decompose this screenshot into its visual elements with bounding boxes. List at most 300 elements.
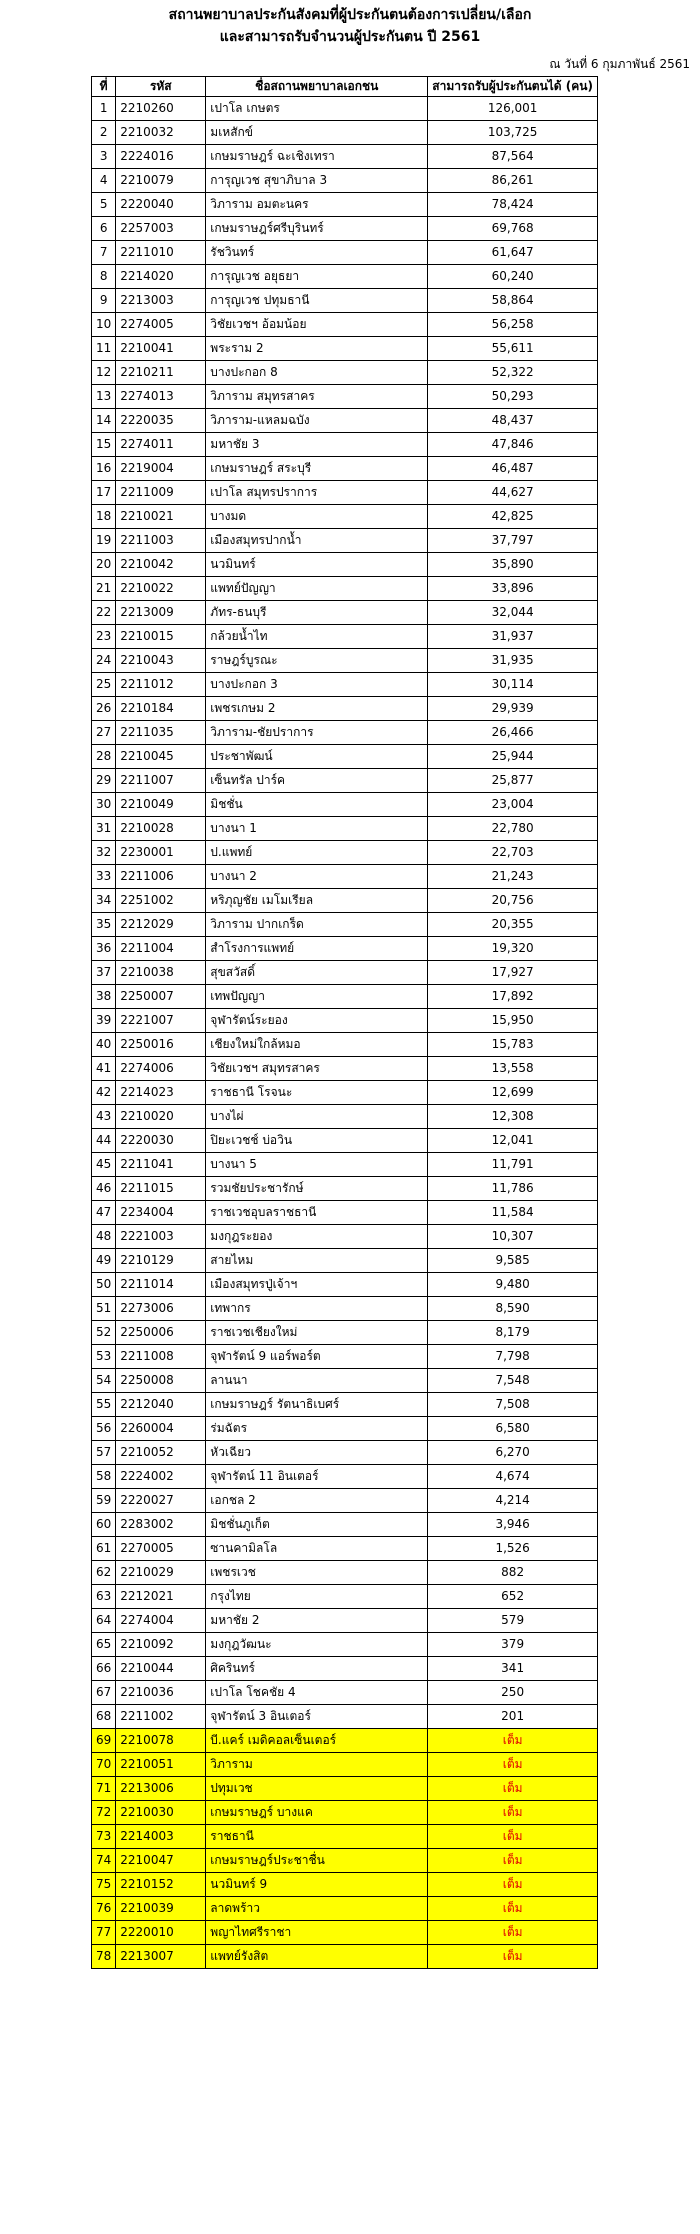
cell-code: 2224016	[116, 145, 206, 169]
cell-capacity: เต็ม	[428, 1753, 598, 1777]
cell-capacity: 250	[428, 1681, 598, 1705]
cell-capacity: 4,214	[428, 1489, 598, 1513]
cell-no: 75	[92, 1873, 116, 1897]
table-row	[92, 1801, 598, 1825]
cell-name: กล้วยน้ำไท	[206, 625, 428, 649]
cell-capacity: 21,243	[428, 865, 598, 889]
cell-code: 2274013	[116, 385, 206, 409]
cell-no: 73	[92, 1825, 116, 1849]
cell-no: 11	[92, 337, 116, 361]
cell-capacity: 33,896	[428, 577, 598, 601]
cell-name: มหาชัย 2	[206, 1609, 428, 1633]
cell-capacity: 126,001	[428, 97, 598, 121]
cell-code: 2210036	[116, 1681, 206, 1705]
cell-code: 2257003	[116, 217, 206, 241]
cell-code: 2251002	[116, 889, 206, 913]
cell-capacity: 17,927	[428, 961, 598, 985]
cell-capacity: 29,939	[428, 697, 598, 721]
cell-no: 42	[92, 1081, 116, 1105]
header-name: ชื่อสถานพยาบาลเอกชน	[206, 77, 428, 97]
cell-capacity: 26,466	[428, 721, 598, 745]
cell-no: 23	[92, 625, 116, 649]
cell-code: 2214020	[116, 265, 206, 289]
cell-no: 74	[92, 1849, 116, 1873]
cell-name: เกษมราษฎร์ บางแค	[206, 1801, 428, 1825]
cell-code: 2211010	[116, 241, 206, 265]
cell-name: วิภาราม สมุทรสาคร	[206, 385, 428, 409]
cell-name: ราชเวชเชียงใหม่	[206, 1321, 428, 1345]
table-row	[92, 217, 598, 241]
cell-code: 2210079	[116, 169, 206, 193]
cell-name: การุญเวช สุขาภิบาล 3	[206, 169, 428, 193]
cell-capacity: 25,944	[428, 745, 598, 769]
cell-no: 25	[92, 673, 116, 697]
cell-code: 2210020	[116, 1105, 206, 1129]
cell-code: 2211009	[116, 481, 206, 505]
cell-name: จุฬารัตน์ 11 อินเตอร์	[206, 1465, 428, 1489]
table-row	[92, 1201, 598, 1225]
cell-capacity: 103,725	[428, 121, 598, 145]
cell-no: 66	[92, 1657, 116, 1681]
cell-capacity: เต็ม	[428, 1825, 598, 1849]
cell-no: 76	[92, 1897, 116, 1921]
table-row	[92, 673, 598, 697]
cell-no: 22	[92, 601, 116, 625]
cell-code: 2212021	[116, 1585, 206, 1609]
table-row	[92, 1873, 598, 1897]
cell-capacity: 61,647	[428, 241, 598, 265]
cell-capacity: เต็ม	[428, 1777, 598, 1801]
table-row	[92, 1297, 598, 1321]
table-row	[92, 1753, 598, 1777]
table-row	[92, 1321, 598, 1345]
cell-code: 2210028	[116, 817, 206, 841]
cell-capacity: 20,355	[428, 913, 598, 937]
cell-capacity: 7,798	[428, 1345, 598, 1369]
cell-code: 2210043	[116, 649, 206, 673]
cell-capacity: 9,480	[428, 1273, 598, 1297]
table-row	[92, 1921, 598, 1945]
cell-no: 12	[92, 361, 116, 385]
cell-name: หริภุญชัย เมโมเรียล	[206, 889, 428, 913]
cell-no: 72	[92, 1801, 116, 1825]
header-code: รหัส	[116, 77, 206, 97]
table-row	[92, 337, 598, 361]
table-row	[92, 1441, 598, 1465]
cell-name: วิชัยเวชฯ สมุทรสาคร	[206, 1057, 428, 1081]
cell-name: แพทย์ปัญญา	[206, 577, 428, 601]
table-row	[92, 1705, 598, 1729]
cell-no: 36	[92, 937, 116, 961]
table-row	[92, 433, 598, 457]
cell-capacity: 9,585	[428, 1249, 598, 1273]
cell-capacity: 55,611	[428, 337, 598, 361]
table-row	[92, 937, 598, 961]
cell-code: 2211015	[116, 1177, 206, 1201]
cell-no: 59	[92, 1489, 116, 1513]
cell-name: วิภาราม ปากเกร็ด	[206, 913, 428, 937]
cell-capacity: 35,890	[428, 553, 598, 577]
document-title: สถานพยาบาลประกันสังคมที่ผู้ประกันตนต้องการเปลี่ยน/เลือก	[168, 7, 532, 23]
cell-name: วิภาราม อมตะนคร	[206, 193, 428, 217]
cell-code: 2210045	[116, 745, 206, 769]
cell-no: 3	[92, 145, 116, 169]
cell-capacity: 25,877	[428, 769, 598, 793]
cell-capacity: 48,437	[428, 409, 598, 433]
cell-capacity: 341	[428, 1657, 598, 1681]
cell-no: 20	[92, 553, 116, 577]
cell-capacity: 12,308	[428, 1105, 598, 1129]
cell-name: วิภาราม-ชัยปราการ	[206, 721, 428, 745]
cell-code: 2210044	[116, 1657, 206, 1681]
cell-name: เอกชล 2	[206, 1489, 428, 1513]
table-row	[92, 1729, 598, 1753]
table-row	[92, 745, 598, 769]
cell-no: 1	[92, 97, 116, 121]
cell-capacity: 52,322	[428, 361, 598, 385]
cell-name: มเหสักข์	[206, 121, 428, 145]
cell-capacity: 50,293	[428, 385, 598, 409]
cell-code: 2214003	[116, 1825, 206, 1849]
cell-capacity: 69,768	[428, 217, 598, 241]
cell-no: 49	[92, 1249, 116, 1273]
table-row	[92, 889, 598, 913]
cell-capacity: 1,526	[428, 1537, 598, 1561]
cell-no: 34	[92, 889, 116, 913]
cell-capacity: 19,320	[428, 937, 598, 961]
table-row	[92, 577, 598, 601]
cell-capacity: 47,846	[428, 433, 598, 457]
table-row	[92, 169, 598, 193]
cell-name: มงกุฎวัฒนะ	[206, 1633, 428, 1657]
cell-no: 14	[92, 409, 116, 433]
cell-code: 2210152	[116, 1873, 206, 1897]
cell-name: สำโรงการแพทย์	[206, 937, 428, 961]
cell-name: พญาไทศรีราชา	[206, 1921, 428, 1945]
cell-name: สายไหม	[206, 1249, 428, 1273]
cell-code: 2210041	[116, 337, 206, 361]
cell-name: ราชธานี โรจนะ	[206, 1081, 428, 1105]
table-row	[92, 1009, 598, 1033]
table-row	[92, 481, 598, 505]
cell-no: 2	[92, 121, 116, 145]
table-row	[92, 1393, 598, 1417]
cell-no: 40	[92, 1033, 116, 1057]
cell-no: 64	[92, 1609, 116, 1633]
cell-code: 2273006	[116, 1297, 206, 1321]
table-row	[92, 625, 598, 649]
cell-capacity: 12,699	[428, 1081, 598, 1105]
cell-name: นวมินทร์	[206, 553, 428, 577]
cell-capacity: 11,786	[428, 1177, 598, 1201]
table-row	[92, 1129, 598, 1153]
table-row	[92, 1657, 598, 1681]
cell-code: 2250016	[116, 1033, 206, 1057]
cell-capacity: 30,114	[428, 673, 598, 697]
cell-no: 46	[92, 1177, 116, 1201]
cell-code: 2250007	[116, 985, 206, 1009]
cell-capacity: 23,004	[428, 793, 598, 817]
table-row	[92, 1417, 598, 1441]
cell-name: เชียงใหม่ใกล้หมอ	[206, 1033, 428, 1057]
cell-code: 2210030	[116, 1801, 206, 1825]
cell-no: 50	[92, 1273, 116, 1297]
cell-code: 2220040	[116, 193, 206, 217]
table-header-row	[92, 77, 598, 97]
cell-no: 13	[92, 385, 116, 409]
cell-no: 53	[92, 1345, 116, 1369]
cell-name: รัชวินทร์	[206, 241, 428, 265]
table-row	[92, 97, 598, 121]
cell-capacity: 22,703	[428, 841, 598, 865]
table-row	[92, 1345, 598, 1369]
cell-no: 24	[92, 649, 116, 673]
cell-name: กรุงไทย	[206, 1585, 428, 1609]
cell-code: 2250008	[116, 1369, 206, 1393]
cell-no: 17	[92, 481, 116, 505]
cell-capacity: 882	[428, 1561, 598, 1585]
cell-no: 69	[92, 1729, 116, 1753]
cell-name: จุฬารัตน์ระยอง	[206, 1009, 428, 1033]
table-row	[92, 1105, 598, 1129]
cell-capacity: 8,179	[428, 1321, 598, 1345]
cell-code: 2210047	[116, 1849, 206, 1873]
cell-name: บางนา 2	[206, 865, 428, 889]
cell-code: 2220010	[116, 1921, 206, 1945]
cell-code: 2221003	[116, 1225, 206, 1249]
cell-no: 33	[92, 865, 116, 889]
cell-no: 77	[92, 1921, 116, 1945]
date-note: ณ วันที่ 6 กุมภาพันธ์ 2561	[549, 57, 690, 71]
cell-name: เกษมราษฎร์ รัตนาธิเบศร์	[206, 1393, 428, 1417]
cell-name: แพทย์รังสิต	[206, 1945, 428, 1969]
cell-no: 16	[92, 457, 116, 481]
cell-no: 4	[92, 169, 116, 193]
cell-no: 39	[92, 1009, 116, 1033]
cell-capacity: 32,044	[428, 601, 598, 625]
table-row	[92, 817, 598, 841]
cell-name: สุขสวัสดิ์	[206, 961, 428, 985]
table-row	[92, 1489, 598, 1513]
table-row	[92, 649, 598, 673]
cell-name: วิชัยเวชฯ อ้อมน้อย	[206, 313, 428, 337]
cell-capacity: 8,590	[428, 1297, 598, 1321]
cell-no: 38	[92, 985, 116, 1009]
table-row	[92, 1153, 598, 1177]
cell-capacity: 58,864	[428, 289, 598, 313]
table-row	[92, 121, 598, 145]
cell-code: 2210029	[116, 1561, 206, 1585]
cell-no: 56	[92, 1417, 116, 1441]
cell-no: 37	[92, 961, 116, 985]
cell-capacity: 86,261	[428, 169, 598, 193]
cell-code: 2220027	[116, 1489, 206, 1513]
cell-name: การุญเวช อยุธยา	[206, 265, 428, 289]
cell-name: เมืองสมุทรปู่เจ้าฯ	[206, 1273, 428, 1297]
table-row	[92, 1561, 598, 1585]
cell-no: 19	[92, 529, 116, 553]
cell-name: เซ็นทรัล ปาร์ค	[206, 769, 428, 793]
cell-name: เพชรเกษม 2	[206, 697, 428, 721]
cell-no: 30	[92, 793, 116, 817]
cell-name: ป.แพทย์	[206, 841, 428, 865]
cell-no: 15	[92, 433, 116, 457]
cell-capacity: เต็ม	[428, 1921, 598, 1945]
cell-name: เปาโล สมุทรปราการ	[206, 481, 428, 505]
table-row	[92, 601, 598, 625]
table-row	[92, 721, 598, 745]
table-row	[92, 769, 598, 793]
cell-code: 2274006	[116, 1057, 206, 1081]
cell-name: บางนา 5	[206, 1153, 428, 1177]
cell-no: 35	[92, 913, 116, 937]
cell-code: 2210211	[116, 361, 206, 385]
cell-code: 2274005	[116, 313, 206, 337]
table-row	[92, 1177, 598, 1201]
cell-code: 2274004	[116, 1609, 206, 1633]
cell-capacity: 56,258	[428, 313, 598, 337]
cell-name: วิภาราม-แหลมฉบัง	[206, 409, 428, 433]
table-row	[92, 913, 598, 937]
cell-no: 48	[92, 1225, 116, 1249]
cell-capacity: 78,424	[428, 193, 598, 217]
cell-name: บี.แคร์ เมดิคอลเซ็นเตอร์	[206, 1729, 428, 1753]
table-row	[92, 385, 598, 409]
cell-name: ราชธานี	[206, 1825, 428, 1849]
cell-capacity: 13,558	[428, 1057, 598, 1081]
table-row	[92, 505, 598, 529]
table-row	[92, 1825, 598, 1849]
cell-capacity: 3,946	[428, 1513, 598, 1537]
cell-no: 5	[92, 193, 116, 217]
cell-code: 2210051	[116, 1753, 206, 1777]
cell-code: 2283002	[116, 1513, 206, 1537]
cell-name: มหาชัย 3	[206, 433, 428, 457]
cell-no: 62	[92, 1561, 116, 1585]
cell-name: ภัทร-ธนบุรี	[206, 601, 428, 625]
cell-capacity: เต็ม	[428, 1897, 598, 1921]
cell-code: 2210129	[116, 1249, 206, 1273]
cell-code: 2211035	[116, 721, 206, 745]
cell-no: 29	[92, 769, 116, 793]
cell-code: 2211041	[116, 1153, 206, 1177]
cell-capacity: 6,270	[428, 1441, 598, 1465]
cell-code: 2211002	[116, 1705, 206, 1729]
cell-name: ประชาพัฒน์	[206, 745, 428, 769]
cell-no: 10	[92, 313, 116, 337]
cell-name: บางปะกอก 3	[206, 673, 428, 697]
cell-no: 32	[92, 841, 116, 865]
cell-capacity: 6,580	[428, 1417, 598, 1441]
cell-code: 2210039	[116, 1897, 206, 1921]
table-body	[92, 97, 598, 1969]
cell-capacity: 7,548	[428, 1369, 598, 1393]
table-row	[92, 361, 598, 385]
cell-code: 2210092	[116, 1633, 206, 1657]
cell-name: พระราม 2	[206, 337, 428, 361]
cell-name: รวมชัยประชารักษ์	[206, 1177, 428, 1201]
cell-capacity: 652	[428, 1585, 598, 1609]
cell-name: ซานคามิลโล	[206, 1537, 428, 1561]
cell-no: 41	[92, 1057, 116, 1081]
cell-capacity: 31,935	[428, 649, 598, 673]
cell-code: 2213007	[116, 1945, 206, 1969]
cell-code: 2270005	[116, 1537, 206, 1561]
table-row	[92, 841, 598, 865]
cell-code: 2210049	[116, 793, 206, 817]
cell-capacity: เต็ม	[428, 1729, 598, 1753]
table-row	[92, 985, 598, 1009]
hospital-table	[91, 76, 598, 1969]
cell-no: 6	[92, 217, 116, 241]
cell-code: 2211004	[116, 937, 206, 961]
cell-capacity: เต็ม	[428, 1849, 598, 1873]
cell-code: 2211008	[116, 1345, 206, 1369]
cell-code: 2210260	[116, 97, 206, 121]
table-row	[92, 1849, 598, 1873]
cell-capacity: 42,825	[428, 505, 598, 529]
table-row	[92, 1057, 598, 1081]
cell-name: บางมด	[206, 505, 428, 529]
cell-code: 2250006	[116, 1321, 206, 1345]
table-row	[92, 1537, 598, 1561]
cell-capacity: 15,950	[428, 1009, 598, 1033]
cell-no: 55	[92, 1393, 116, 1417]
table-row	[92, 457, 598, 481]
table-row	[92, 1249, 598, 1273]
header-capacity: สามารถรับผู้ประกันตนได้ (คน)	[428, 77, 598, 97]
cell-code: 2210022	[116, 577, 206, 601]
header-no: ที่	[92, 77, 116, 97]
cell-code: 2210184	[116, 697, 206, 721]
cell-no: 47	[92, 1201, 116, 1225]
table-row	[92, 1609, 598, 1633]
cell-name: วิภาราม	[206, 1753, 428, 1777]
cell-name: การุญเวช ปทุมธานี	[206, 289, 428, 313]
cell-capacity: เต็ม	[428, 1801, 598, 1825]
cell-name: เทพากร	[206, 1297, 428, 1321]
cell-code: 2212040	[116, 1393, 206, 1417]
cell-code: 2211012	[116, 673, 206, 697]
cell-code: 2213003	[116, 289, 206, 313]
cell-name: เพชรเวช	[206, 1561, 428, 1585]
cell-code: 2214023	[116, 1081, 206, 1105]
cell-code: 2224002	[116, 1465, 206, 1489]
cell-code: 2210021	[116, 505, 206, 529]
cell-no: 9	[92, 289, 116, 313]
cell-no: 67	[92, 1681, 116, 1705]
cell-no: 51	[92, 1297, 116, 1321]
cell-name: มิชชั่น	[206, 793, 428, 817]
cell-name: ราษฎร์บูรณะ	[206, 649, 428, 673]
cell-name: เมืองสมุทรปากน้ำ	[206, 529, 428, 553]
table-row	[92, 145, 598, 169]
cell-no: 71	[92, 1777, 116, 1801]
cell-capacity: 4,674	[428, 1465, 598, 1489]
cell-code: 2212029	[116, 913, 206, 937]
cell-capacity: 201	[428, 1705, 598, 1729]
cell-name: ลาดพร้าว	[206, 1897, 428, 1921]
cell-capacity: 20,756	[428, 889, 598, 913]
table-row	[92, 193, 598, 217]
cell-no: 8	[92, 265, 116, 289]
cell-capacity: 15,783	[428, 1033, 598, 1057]
cell-capacity: 11,791	[428, 1153, 598, 1177]
cell-code: 2210032	[116, 121, 206, 145]
table-row	[92, 289, 598, 313]
table-row	[92, 1633, 598, 1657]
cell-name: เปาโล เกษตร	[206, 97, 428, 121]
